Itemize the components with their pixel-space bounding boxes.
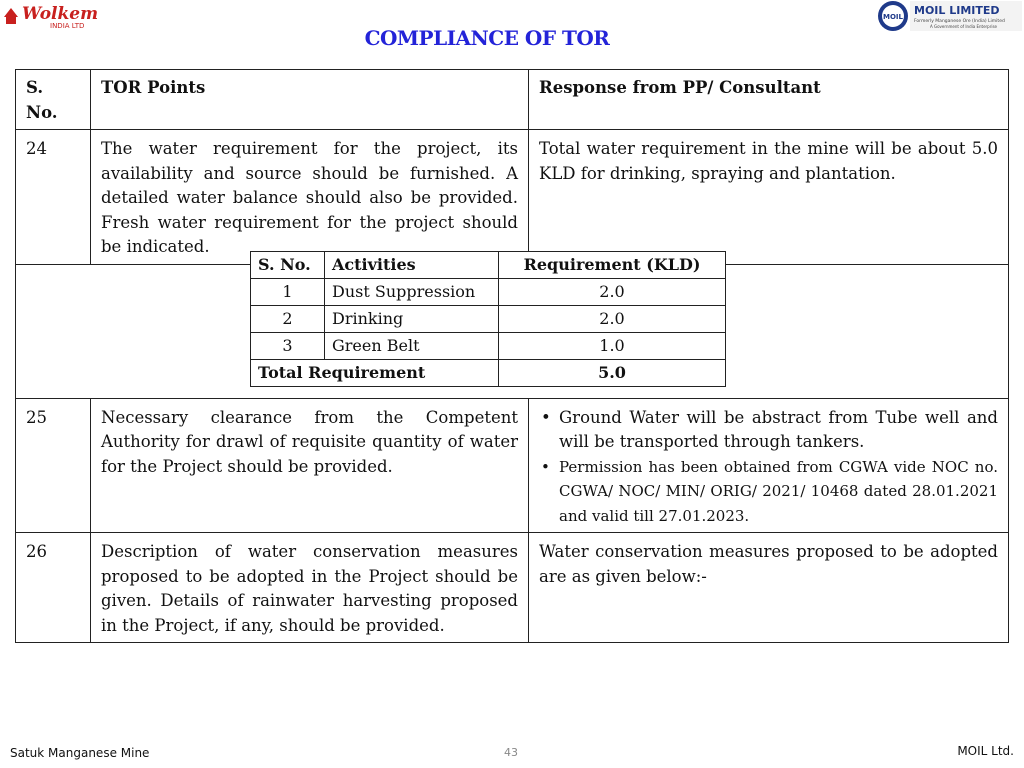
water-header-activities: Activities xyxy=(325,252,499,279)
header-tor-points: TOR Points xyxy=(91,70,529,130)
water-requirement: 2.0 xyxy=(499,306,726,333)
row-response xyxy=(529,398,1009,533)
water-total-row xyxy=(251,360,726,387)
water-total-value: 5.0 xyxy=(499,360,726,387)
row-response: Total water requirement in the mine will be about 5.0 KLD for drinking, spraying and plantation. xyxy=(529,130,1009,265)
water-activity: Drinking xyxy=(325,306,499,333)
footer-project-name: Satuk Manganese Mine xyxy=(10,746,150,760)
row-tor-point: The water requirement for the project, its availability and source should be furnished. A detailed water balance should also be provided. Fresh water requirement for the project should be indicated. xyxy=(91,130,529,265)
water-requirement-table xyxy=(250,251,726,387)
table-row xyxy=(251,279,726,306)
water-requirement: 1.0 xyxy=(499,333,726,360)
table-row xyxy=(16,398,1009,533)
row-tor-point: Necessary clearance from the Competent Authority for drawl of requisite quantity of water for the Project should be provided. xyxy=(91,398,529,533)
svg-text:INDIA LTD: INDIA LTD xyxy=(50,22,85,30)
svg-text:MOIL: MOIL xyxy=(883,13,903,21)
table-header-row xyxy=(16,70,1009,130)
row-tor-point: Description of water conservation measures proposed to be adopted in the Project should be given. Details of rainwater harvesting proposed in the Project, if any, should be provided. xyxy=(91,533,529,643)
water-table-header xyxy=(251,252,726,279)
table-row xyxy=(251,333,726,360)
table-row xyxy=(16,130,1009,265)
water-sno: 1 xyxy=(251,279,325,306)
list-item: • Ground Water will be abstract from Tube well and will be transported through tankers. xyxy=(559,406,998,455)
water-sno: 3 xyxy=(251,333,325,360)
water-header-sno: S. No. xyxy=(251,252,325,279)
list-item: • Permission has been obtained from CGWA vide NOC no. CGWA/ NOC/ MIN/ ORIG/ 2021/ 10468 dated 28.01.2021 and valid till 27.01.2023. xyxy=(559,455,998,529)
response-bullet-list xyxy=(539,406,998,529)
row-sno: 25 xyxy=(16,398,91,533)
svg-text:A Government of India Enterpri: A Government of India Enterprise xyxy=(930,24,998,29)
footer-company: MOIL Ltd. xyxy=(957,744,1014,758)
water-activity: Dust Suppression xyxy=(325,279,499,306)
svg-text:Wolkem: Wolkem xyxy=(22,4,99,24)
table-row xyxy=(16,533,1009,643)
svg-text:Formerly Manganese Ore (India): Formerly Manganese Ore (India) Limited xyxy=(914,19,1005,24)
water-header-requirement: Requirement (KLD) xyxy=(499,252,726,279)
water-sno: 2 xyxy=(251,306,325,333)
row-sno: 26 xyxy=(16,533,91,643)
page-number: 43 xyxy=(504,746,518,759)
header-sno: S. No. xyxy=(16,70,91,130)
header-response: Response from PP/ Consultant xyxy=(529,70,1009,130)
row-sno: 24 xyxy=(16,130,91,265)
water-total-label: Total Requirement xyxy=(251,360,499,387)
svg-text:MOIL LIMITED: MOIL LIMITED xyxy=(914,4,1000,17)
water-activity: Green Belt xyxy=(325,333,499,360)
table-row xyxy=(251,306,726,333)
water-requirement: 2.0 xyxy=(499,279,726,306)
row-response: Water conservation measures proposed to be adopted are as given below:- xyxy=(529,533,1009,643)
page-title: COMPLIANCE OF TOR xyxy=(364,26,610,50)
